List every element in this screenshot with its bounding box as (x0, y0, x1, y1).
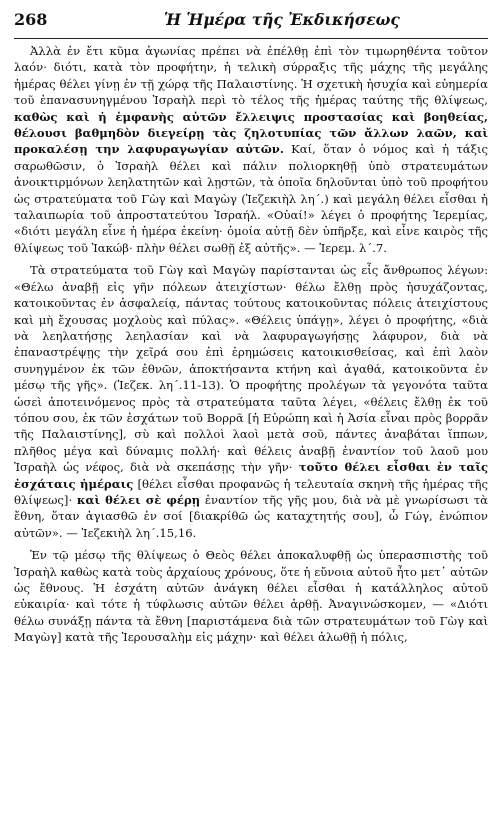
header-rule (14, 38, 488, 39)
text-run: Καί, ὅταν ὁ νόμος καὶ ἡ τάξις σαρωθῶσιν, ὁ Ἰσραὴλ θέλει καὶ πάλιν πολιορκηθῇ ὑπὸ στρατευμάτων ἀνοικτιρμόνων λεηλατητῶν καὶ λῃστῶν, τὰ ὁποῖα δηλοῦνται ὑπὸ τοῦ προφήτου ὡς στρατεύματα τοῦ Γὼγ καὶ Μαγὼγ (Ἰεζεκιὴλ λη΄.) καὶ μεγάλη θέλει εἶσθαι ἡ ταλαιπωρία τοῦ ἀπροστατεύτου Ἰσραήλ. «Οὐαί!» λέγει ὁ προφήτης Ἱερεμίας, «διότι μεγάλη εἶνε ἡ ἡμέρα ἐκείνη· ὁμοία αὐτῇ δὲν ὑπῆρξε, καὶ εἶνε καιρὸς τῆς θλίψεως τοῦ Ἰακώβ· πλὴν θέλει σωθῇ ἐξ αὐτῆς». — Ἱερεμ. λ΄.7. (14, 142, 488, 255)
running-title: Ἡ Ἡμέρα τῆς Ἐκδικήσεως (164, 10, 400, 29)
text-run: Ἐν τῷ μέσῳ τῆς θλίψεως ὁ Θεὸς θέλει ἀποκαλυφθῇ ὡς ὑπερασπιστὴς τοῦ Ἰσραὴλ καθὼς κατὰ τοὺς ἀρχαίους χρόνους, ὅτε ἡ εὔνοια αὐτοῦ ἦτο μετ᾽ αὐτῶν ὡς ἔθνους. Ἡ ἐσχάτη αὐτῶν ἀνάγκη θέλει εἶσθαι ἡ κατάλληλος αὐτοῦ εὐκαιρία· καὶ τότε ἡ τύφλωσις αὐτῶν θέλει ἀρθῇ. Ἀναγινώσκομεν, — «Διότι θέλω συνάξῃ πάντα τὰ ἔθνη [παριστάμενα διὰ τῶν στρατευμάτων τοῦ Γὼγ καὶ Μαγὼγ] κατὰ τῆς Ἱερουσαλὴμ εἰς μάχην· καὶ θέλει ἁλωθῇ ἡ πόλις, (14, 548, 488, 645)
bold-text-run: καθὼς καὶ ἡ ἐμφανὴς αὐτῶν ἔλλειψις προστασίας καὶ βοηθείας, θέλουσι βαθμηδὸν διεγείρῃ τὰς ζηλοτυπίας τῶν ἄλλων λαῶν, καὶ προκαλέσῃ την λαφυραγωγίαν αὐτῶν. (14, 109, 488, 157)
body-text (14, 43, 488, 646)
text-run: ἐναντίον τῆς γῆς μου, διὰ νὰ μὲ γνωρίσωσι τὰ ἔθνη, ὅταν ἁγιασθῶ ἐν σοί [διακρίθῶ ὡς καταχτητής σου], ὦ Γώγ, ἐνώπιον αὐτῶν». — Ἰεζεκιὴλ λη΄.15,16. (14, 492, 488, 540)
paragraph (14, 43, 488, 256)
paragraph (14, 262, 488, 541)
page-number: 268 (14, 10, 48, 29)
text-run: Τὰ στρατεύματα τοῦ Γὼγ καὶ Μαγὼγ παρίστανται ὡς εἷς ἄνθρωπος λέγων: «Θέλω ἀναβῇ εἰς γῆν πόλεων ἀτειχίστων· θέλω ἔλθῃ πρὸς ἡσυχάζοντας, κατοικοῦντας ἐν ἀσφαλείᾳ, πάντας τούτους κατοικοῦντας πόλεις ἀτειχίστους καὶ μὴ ἔχουσας μοχλοὺς καὶ πύλας». «Θέλεις ὑπάγῃ», λέγει ὁ προφήτης, «διὰ νὰ λεηλατήσῃς λεηλασίαν καὶ νὰ λαφυραγωγήσῃς λάφυρον, διὰ νὰ ἐπαναστρέψῃς τὴν χεῖρά σου ἐπὶ ἐρημώσεις κατοικισθείσας, καὶ ἐπὶ λαὸν συνηγμένον ἐκ τῶν ἐθνῶν, ἀποκτήσαντα κτήνη καὶ ἀγαθά, κατοικοῦντα ἐν μέσῳ τῆς γῆς». (Ἰεζεκ. λη΄.11-13). Ὁ προφήτης προλέγων τὰ γεγονότα ταῦτα ὡσεὶ ἀποτεινόμενος πρὸς τὰ στρατεύματα ταῦτα λέγει, «θέλεις ἔλθῃ ἐκ τοῦ τόπου σου, ἐκ τῶν ἐσχάτων τοῦ Βορρᾶ [ἡ Εὐρώπη καὶ ἡ Ἀσία εἶναι πρὸς βορρᾶν τῆς Παλαιστίνης], σὺ καὶ πολλοὶ λαοὶ μετὰ σοῦ, πάντες ἀναβάται ἵππων, πλῆθος μέγα καὶ δύναμις πολλή· καὶ θέλεις ἀναβῇ ἐναντίον τοῦ λαοῦ μου Ἰσραὴλ ὡς νέφος, διὰ νὰ σκεπάσῃς τὴν γῆν· (14, 263, 488, 475)
bold-text-run: τοῦτο θέλει εἶσθαι ἐν ταῖς ἐσχάταις ἡμέραις (14, 460, 489, 491)
bold-text-run: καὶ θέλει σὲ φέρῃ (76, 492, 201, 507)
text-run: Ἀλλὰ ἐν ἔτι κῦμα ἀγωνίας πρέπει νὰ ἐπέλθῃ ἐπὶ τὸν τιμωρηθέντα τοῦτον λαόν· διότι, κατὰ τὸν προφήτην, ἡ τελικὴ σύρραξις τῆς μάχης τῆς μεγάλης ἡμέρας θέλει γίνῃ ἐν τῇ χώρᾳ τῆς Παλαιστίνης. Ἡ σχετικὴ ἡσυχία καὶ εὐημερία τοῦ ἐπανασυνηγμένου Ἰσραὴλ περὶ τὸ τέλος τῆς ἡμέρας ταύτης τῆς θλίψεως, (14, 44, 488, 108)
paragraph (14, 547, 488, 645)
text-run: [θέλει εἶσθαι προφανῶς ἡ τελευταία σκηνὴ τῆς ἡμέρας τῆς θλίψεως]· (14, 476, 488, 507)
page-header (14, 10, 488, 36)
